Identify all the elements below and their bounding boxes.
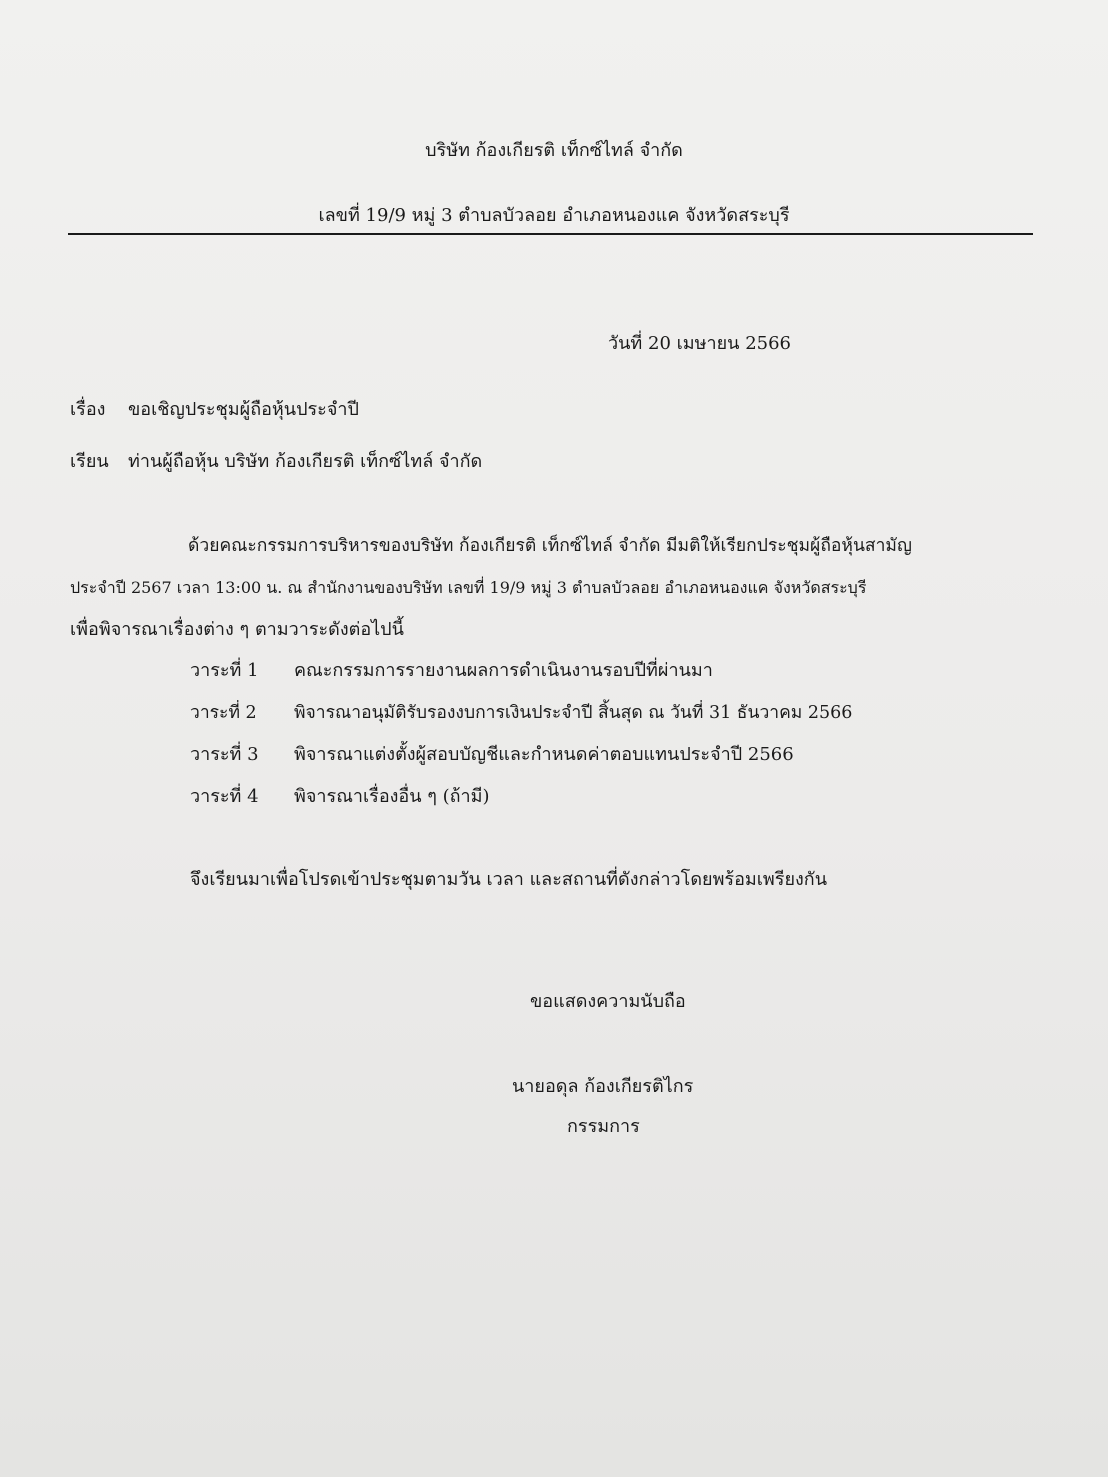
closing-line: จึงเรียนมาเพื่อโปรดเข้าประชุมตามวัน เวลา และสถานที่ดังกล่าวโดยพร้อมเพรียงกัน	[190, 869, 828, 890]
agenda-item	[190, 659, 713, 683]
agenda-item	[190, 743, 794, 767]
agenda-number: วาระที่ 4	[190, 786, 259, 807]
subject-label: เรื่อง	[70, 399, 106, 420]
body-line-2: ประจำปี 2567 เวลา 13:00 น. ณ สำนักงานของบริษัท เลขที่ 19/9 หมู่ 3 ตำบลบัวลอย อำเภอหนองแค จังหวัดสระบุรี	[70, 578, 867, 597]
subject-line	[70, 398, 359, 422]
agenda-text: พิจารณาเรื่องอื่น ๆ (ถ้ามี)	[294, 786, 490, 807]
company-address: เลขที่ 19/9 หมู่ 3 ตำบลบัวลอย อำเภอหนองแค จังหวัดสระบุรี	[318, 205, 790, 226]
agenda-text: พิจารณาอนุมัติรับรองงบการเงินประจำปี สิ้นสุด ณ วันที่ 31 ธันวาคม 2566	[294, 703, 853, 723]
agenda-text: พิจารณาแต่งตั้งผู้สอบบัญชีและกำหนดค่าตอบแทนประจำปี 2566	[294, 744, 794, 765]
body-line-3: เพื่อพิจารณาเรื่องต่าง ๆ ตามวาระดังต่อไปนี้	[70, 619, 404, 640]
header-divider	[68, 233, 1033, 235]
recipient-line	[70, 450, 482, 474]
agenda-item	[190, 701, 852, 725]
agenda-item	[190, 785, 490, 809]
agenda-number: วาระที่ 1	[190, 660, 259, 681]
letter-date: วันที่ 20 เมษายน 2566	[608, 333, 791, 354]
signer-name: นายอดุล ก้องเกียรติไกร	[512, 1076, 694, 1097]
subject-text: ขอเชิญประชุมผู้ถือหุ้นประจำปี	[128, 399, 359, 420]
agenda-number: วาระที่ 2	[190, 703, 257, 723]
signer-title: กรรมการ	[567, 1116, 640, 1137]
company-name: บริษัท ก้องเกียรติ เท็กซ์ไทล์ จำกัด	[425, 140, 683, 161]
agenda-number: วาระที่ 3	[190, 744, 259, 765]
body-line-1: ด้วยคณะกรรมการบริหารของบริษัท ก้องเกียรติ เท็กซ์ไทล์ จำกัด มีมติให้เรียกประชุมผู้ถือหุ้นสามัญ	[188, 536, 912, 556]
regards-text: ขอแสดงความนับถือ	[530, 991, 686, 1012]
recipient-label: เรียน	[70, 451, 109, 472]
recipient-text: ท่านผู้ถือหุ้น บริษัท ก้องเกียรติ เท็กซ์ไทล์ จำกัด	[128, 451, 483, 472]
agenda-text: คณะกรรมการรายงานผลการดำเนินงานรอบปีที่ผ่านมา	[294, 660, 713, 681]
